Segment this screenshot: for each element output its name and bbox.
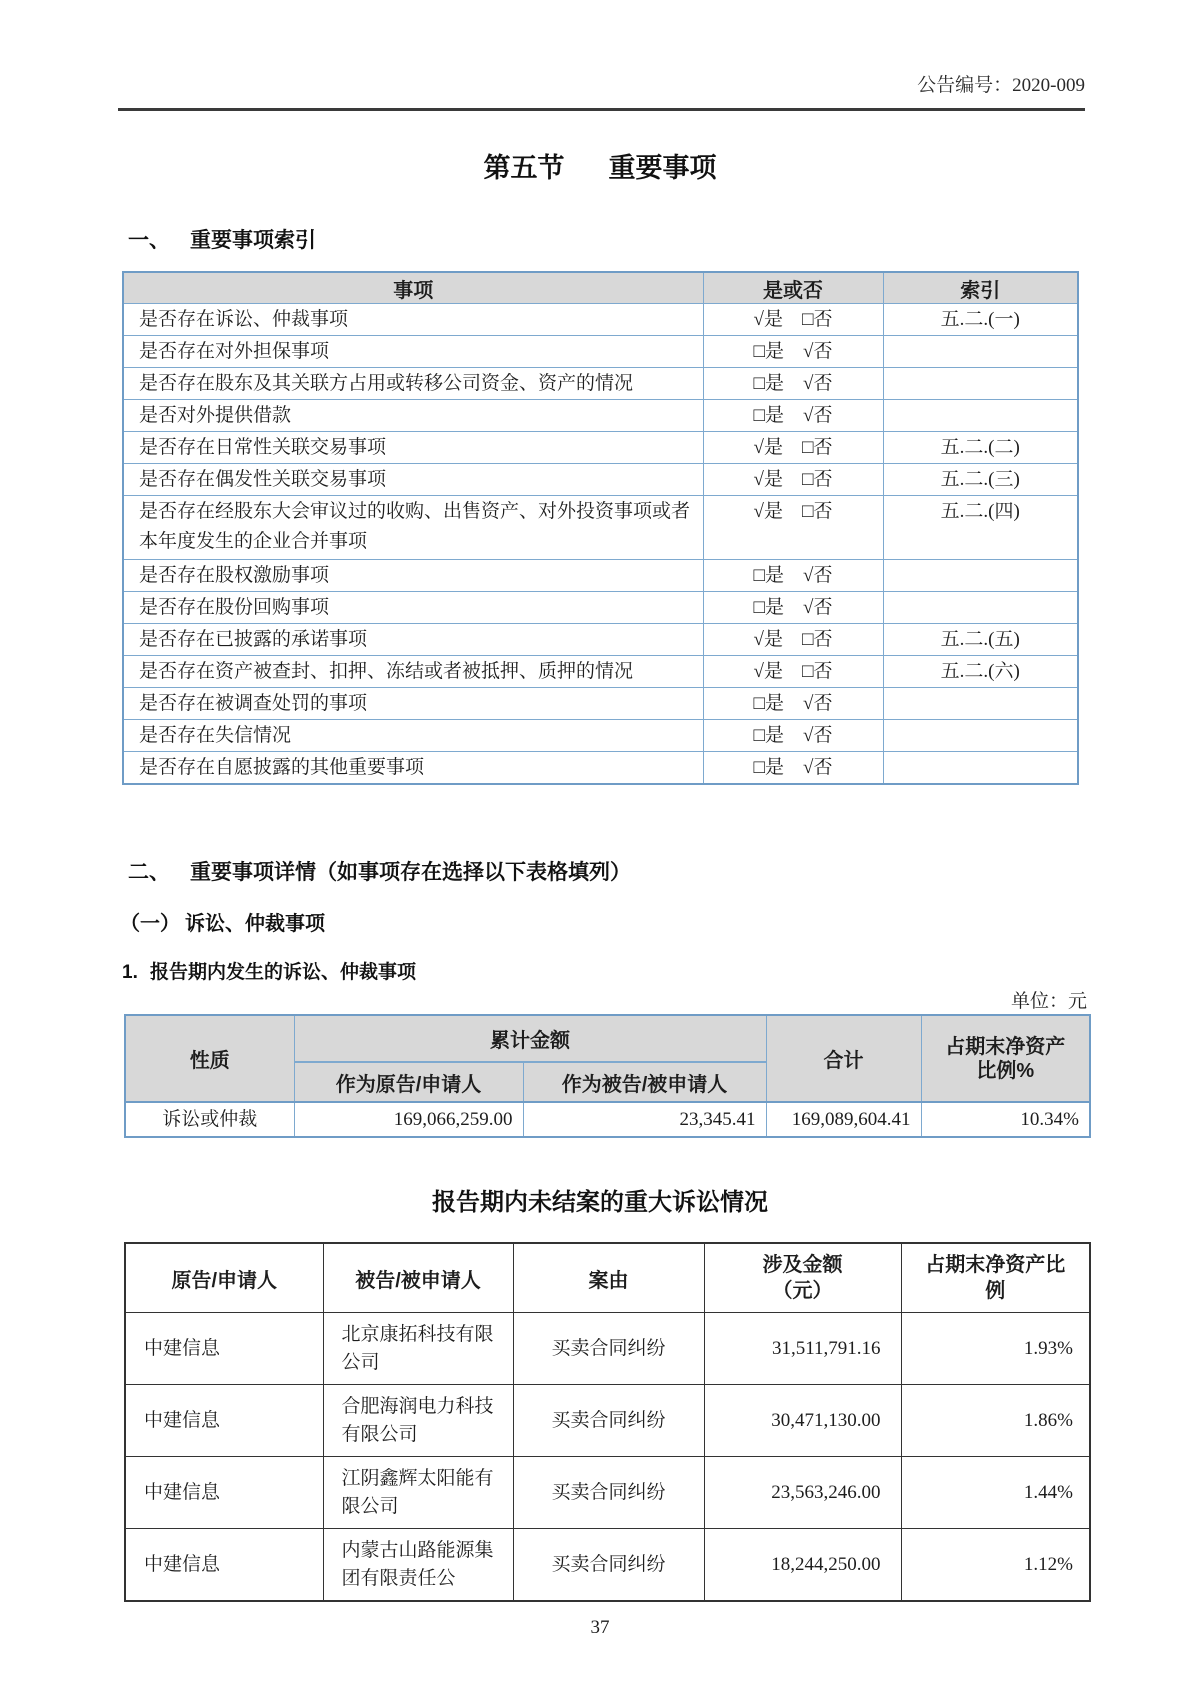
document-header (0, 0, 1200, 98)
table-row (123, 592, 1078, 624)
ratio-cell: 1.93% (901, 1313, 1090, 1385)
index-cell (883, 592, 1078, 624)
item-cell: 是否存在股份回购事项 (123, 592, 703, 624)
table-row (123, 656, 1078, 688)
item-cell: 是否存在自愿披露的其他重要事项 (123, 752, 703, 785)
yesno-cell: □是 √否 (703, 400, 883, 432)
as-defendant-amount-cell: 23,345.41 (523, 1102, 766, 1137)
yesno-cell: □是 √否 (703, 592, 883, 624)
index-cell (883, 560, 1078, 592)
defendant-cell: 北京康拓科技有限公司 (323, 1313, 513, 1385)
defendant-cell: 合肥海润电力科技有限公司 (323, 1385, 513, 1457)
item-cell: 是否存在股东及其关联方占用或转移公司资金、资产的情况 (123, 368, 703, 400)
amount-cell: 31,511,791.16 (704, 1313, 901, 1385)
summary-header-row-1 (125, 1015, 1090, 1062)
amount-cell: 18,244,250.00 (704, 1529, 901, 1602)
table-row (123, 496, 1078, 560)
section-two-number: 二、 (128, 861, 170, 884)
ratio-header-line2: 比例% (976, 1059, 1035, 1082)
index-cell: 五.二.(四) (883, 496, 1078, 560)
table-row (125, 1457, 1090, 1529)
total-amount-cell: 169,089,604.41 (766, 1102, 921, 1137)
ratio-header-line1: 占期末净资产比 (925, 1254, 1066, 1276)
table-row (123, 624, 1078, 656)
amount-cell: 30,471,130.00 (704, 1385, 901, 1457)
index-cell: 五.二.(五) (883, 624, 1078, 656)
yesno-cell: √是 □否 (703, 304, 883, 336)
doc-number: 公告编号：2020-009 (917, 75, 1085, 96)
pending-litigation-title: 报告期内未结案的重大诉讼情况 (432, 1189, 768, 1216)
item-cell: 是否存在失信情况 (123, 720, 703, 752)
index-cell (883, 688, 1078, 720)
yesno-cell: □是 √否 (703, 720, 883, 752)
item-cell: 是否对外提供借款 (123, 400, 703, 432)
ratio-cell: 1.86% (901, 1385, 1090, 1457)
table-row (123, 432, 1078, 464)
yesno-cell: √是 □否 (703, 496, 883, 560)
cause-cell: 买卖合同纠纷 (513, 1529, 704, 1602)
item-cell: 是否存在已披露的承诺事项 (123, 624, 703, 656)
table-row (125, 1385, 1090, 1457)
pending-table-header-row (125, 1243, 1090, 1313)
ratio-header-line2: 例 (985, 1280, 1006, 1302)
col-header-plaintiff: 原告/申请人 (125, 1243, 323, 1313)
col-header-cumulative: 累计金额 (294, 1015, 766, 1062)
yesno-cell: □是 √否 (703, 752, 883, 785)
col-header-as-plaintiff: 作为原告/申请人 (294, 1062, 523, 1102)
table-row (123, 752, 1078, 785)
section-two-heading (128, 859, 1200, 887)
cause-cell: 买卖合同纠纷 (513, 1457, 704, 1529)
subsection-one-heading (120, 911, 1200, 938)
table-row (125, 1529, 1090, 1602)
plaintiff-cell: 中建信息 (125, 1313, 323, 1385)
yesno-cell: √是 □否 (703, 464, 883, 496)
ratio-cell: 1.12% (901, 1529, 1090, 1602)
yesno-cell: √是 □否 (703, 656, 883, 688)
col-header-ratio (901, 1243, 1090, 1313)
yesno-cell: □是 √否 (703, 336, 883, 368)
nature-cell: 诉讼或仲裁 (125, 1102, 294, 1137)
amount-header-line1: 涉及金额 (762, 1254, 843, 1276)
item-cell: 是否存在股权激励事项 (123, 560, 703, 592)
index-table-header-row (123, 272, 1078, 304)
index-cell (883, 720, 1078, 752)
amount-cell: 23,563,246.00 (704, 1457, 901, 1529)
subsection-one-label: 诉讼、仲裁事项 (185, 913, 325, 935)
pending-litigation-table (124, 1242, 1091, 1602)
page-title-text: 重要事项 (608, 153, 717, 183)
yesno-cell: □是 √否 (703, 368, 883, 400)
index-cell: 五.二.(二) (883, 432, 1078, 464)
page-title (0, 149, 1200, 187)
table-row (123, 720, 1078, 752)
index-cell: 五.二.(一) (883, 304, 1078, 336)
col-header-defendant: 被告/被申请人 (323, 1243, 513, 1313)
table-row (123, 336, 1078, 368)
index-cell (883, 400, 1078, 432)
index-cell (883, 752, 1078, 785)
item-cell: 是否存在对外担保事项 (123, 336, 703, 368)
table-row (123, 560, 1078, 592)
col-header-amount (704, 1243, 901, 1313)
section-one-label: 重要事项索引 (190, 229, 316, 252)
col-header-cause: 案由 (513, 1243, 704, 1313)
page-number: 37 (590, 1617, 610, 1638)
col-header-nature: 性质 (125, 1015, 294, 1102)
table-row (123, 304, 1078, 336)
table-row (125, 1102, 1090, 1137)
yesno-cell: √是 □否 (703, 624, 883, 656)
table-row (125, 1313, 1090, 1385)
plaintiff-cell: 中建信息 (125, 1529, 323, 1602)
item-one-number: 1. (122, 962, 138, 983)
yesno-cell: √是 □否 (703, 432, 883, 464)
col-header-as-defendant: 作为被告/被申请人 (523, 1062, 766, 1102)
plaintiff-cell: 中建信息 (125, 1457, 323, 1529)
amount-header-line2: （元） (772, 1280, 833, 1302)
index-cell (883, 368, 1078, 400)
as-plaintiff-amount-cell: 169,066,259.00 (294, 1102, 523, 1137)
page-title-section: 第五节 (483, 153, 565, 183)
section-one-number: 一、 (128, 229, 170, 252)
unit-label: 单位：元 (1010, 991, 1087, 1012)
defendant-cell: 内蒙古山路能源集团有限责任公 (323, 1529, 513, 1602)
plaintiff-cell: 中建信息 (125, 1385, 323, 1457)
col-header-yes-no: 是或否 (703, 272, 883, 304)
col-header-item: 事项 (123, 272, 703, 304)
header-rule (118, 108, 1085, 111)
yesno-cell: □是 √否 (703, 560, 883, 592)
item-cell: 是否存在诉讼、仲裁事项 (123, 304, 703, 336)
item-cell: 是否存在经股东大会审议过的收购、出售资产、对外投资事项或者本年度发生的企业合并事项 (123, 496, 703, 560)
item-cell: 是否存在偶发性关联交易事项 (123, 464, 703, 496)
table-row (123, 400, 1078, 432)
litigation-summary-table (124, 1014, 1091, 1138)
col-header-index: 索引 (883, 272, 1078, 304)
yesno-cell: □是 √否 (703, 688, 883, 720)
table-row (123, 464, 1078, 496)
net-asset-ratio-cell: 10.34% (921, 1102, 1090, 1137)
item-one-label: 报告期内发生的诉讼、仲裁事项 (150, 962, 417, 983)
subsection-one-number: （一） (120, 913, 180, 935)
item-cell: 是否存在资产被查封、扣押、冻结或者被抵押、质押的情况 (123, 656, 703, 688)
table-row (123, 688, 1078, 720)
item-cell: 是否存在被调查处罚的事项 (123, 688, 703, 720)
index-cell: 五.二.(三) (883, 464, 1078, 496)
section-two-label: 重要事项详情（如事项存在选择以下表格填列） (190, 861, 631, 884)
ratio-header-line1: 占期末净资产 (945, 1035, 1066, 1058)
item-cell: 是否存在日常性关联交易事项 (123, 432, 703, 464)
index-table (122, 271, 1079, 785)
index-cell: 五.二.(六) (883, 656, 1078, 688)
col-header-total: 合计 (766, 1015, 921, 1102)
ratio-cell: 1.44% (901, 1457, 1090, 1529)
cause-cell: 买卖合同纠纷 (513, 1385, 704, 1457)
defendant-cell: 江阴鑫辉太阳能有限公司 (323, 1457, 513, 1529)
table-row (123, 368, 1078, 400)
index-cell (883, 336, 1078, 368)
item-one-heading (122, 960, 1200, 986)
section-one-heading (128, 227, 1200, 255)
cause-cell: 买卖合同纠纷 (513, 1313, 704, 1385)
col-header-net-asset-ratio (921, 1015, 1090, 1102)
